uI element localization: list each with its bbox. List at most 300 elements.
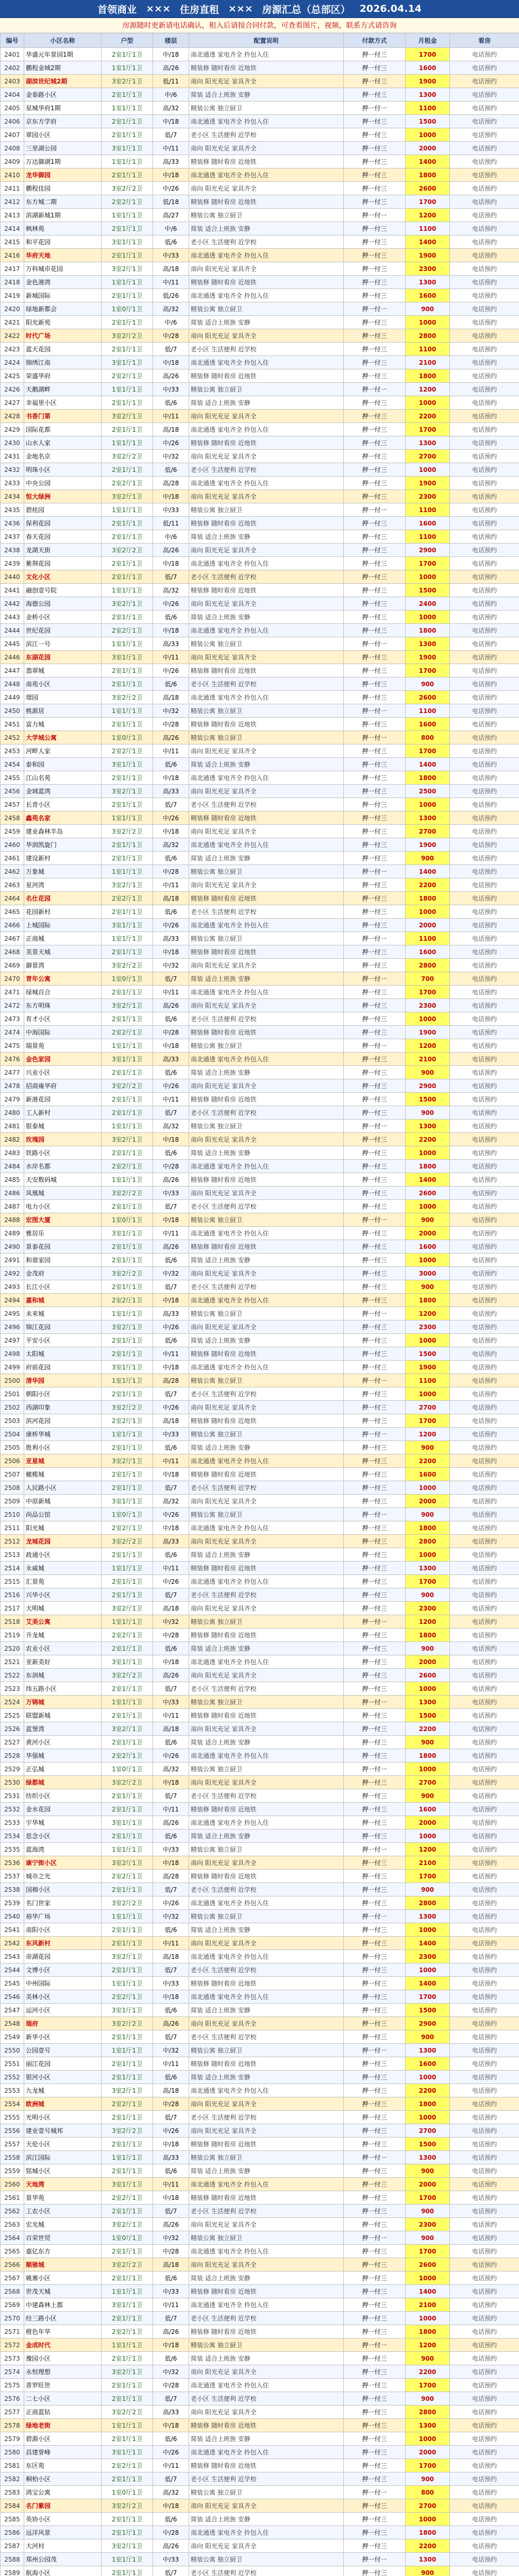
listing-rent: 2700 bbox=[406, 450, 450, 463]
listing-payment: 押一付三 bbox=[344, 1803, 406, 1816]
table-row bbox=[1, 2191, 519, 2205]
table-header-row bbox=[1, 33, 519, 48]
listing-payment: 押一付三 bbox=[344, 691, 406, 704]
listing-rent: 1300 bbox=[406, 2044, 450, 2057]
listing-features: 南北通透 家电齐全 拎包入住 bbox=[189, 2178, 344, 2191]
listing-payment: 押一付三 bbox=[344, 2272, 406, 2285]
listing-features: 南向 阳光充足 家具齐全 bbox=[189, 878, 344, 892]
table-row bbox=[1, 2151, 519, 2164]
listing-floor: 低/6 bbox=[153, 611, 189, 624]
listing-floor: 低/7 bbox=[153, 1280, 189, 1294]
listing-layout: 1室1厅1卫 bbox=[102, 811, 153, 825]
listing-rent: 2000 bbox=[406, 1495, 450, 1508]
table-row bbox=[1, 1910, 519, 1923]
listing-floor: 高/26 bbox=[153, 2325, 189, 2338]
listing-layout: 1室0厅1卫 bbox=[102, 1508, 153, 1521]
table-row bbox=[1, 329, 519, 343]
listing-name: 水岸名都 bbox=[24, 1160, 102, 1173]
listing-layout: 3室2厅2卫 bbox=[102, 1187, 153, 1200]
listing-contact: 电话预约 bbox=[450, 2191, 519, 2205]
listing-number: 2550 bbox=[1, 2044, 24, 2057]
listing-floor: 中/6 bbox=[153, 88, 189, 101]
listing-features: 南北通透 家电齐全 拎包入住 bbox=[189, 2298, 344, 2312]
table-row bbox=[1, 1562, 519, 1575]
listing-payment: 押一付三 bbox=[344, 2071, 406, 2084]
listing-layout: 2室1厅1卫 bbox=[102, 1066, 153, 1079]
column-header: 楼层 bbox=[153, 33, 189, 48]
listing-floor: 中/33 bbox=[153, 1696, 189, 1709]
listing-number: 2488 bbox=[1, 1213, 24, 1227]
listing-contact: 电话预约 bbox=[450, 1026, 519, 1039]
listing-layout: 3室1厅1卫 bbox=[102, 1227, 153, 1240]
listing-contact: 电话预约 bbox=[450, 1320, 519, 1334]
table-row bbox=[1, 1669, 519, 1682]
listing-contact: 电话预约 bbox=[450, 142, 519, 155]
listing-name: 星河湾 bbox=[24, 878, 102, 892]
listing-floor: 中/26 bbox=[153, 1896, 189, 1910]
listing-payment: 押一付一 bbox=[344, 1120, 406, 1133]
listing-payment: 押一付三 bbox=[344, 2178, 406, 2191]
listing-features: 精装修 随时看房 近地铁 bbox=[189, 2138, 344, 2151]
listing-floor: 中/32 bbox=[153, 2044, 189, 2057]
listing-contact: 电话预约 bbox=[450, 2539, 519, 2553]
listing-payment: 押一付三 bbox=[344, 999, 406, 1012]
listing-floor: 高/33 bbox=[153, 2151, 189, 2164]
listing-number: 2420 bbox=[1, 302, 24, 316]
listing-rent: 2300 bbox=[406, 262, 450, 276]
listing-payment: 押一付三 bbox=[344, 1441, 406, 1454]
table-row bbox=[1, 1347, 519, 1361]
listing-features: 简装 适合上班族 安静 bbox=[189, 222, 344, 235]
table-row bbox=[1, 2486, 519, 2499]
listing-number: 2447 bbox=[1, 664, 24, 677]
listing-layout: 3室2厅2卫 bbox=[102, 544, 153, 557]
listing-name: 姚寨小区 bbox=[24, 2272, 102, 2285]
table-row bbox=[1, 811, 519, 825]
listing-payment: 押一付三 bbox=[344, 2245, 406, 2258]
listing-payment: 押一付三 bbox=[344, 222, 406, 235]
table-row bbox=[1, 1213, 519, 1227]
listing-payment: 押一付三 bbox=[344, 142, 406, 155]
listing-number: 2432 bbox=[1, 463, 24, 477]
listing-layout: 3室1厅1卫 bbox=[102, 142, 153, 155]
listing-number: 2455 bbox=[1, 771, 24, 785]
listing-floor: 高/26 bbox=[153, 369, 189, 383]
table-row bbox=[1, 1963, 519, 1977]
title-separator: ××× bbox=[228, 3, 253, 14]
table-row bbox=[1, 718, 519, 731]
table-row bbox=[1, 677, 519, 691]
listing-features: 精装修 随时看房 近地铁 bbox=[189, 1803, 344, 1816]
listing-payment: 押一付三 bbox=[344, 262, 406, 276]
listing-layout: 2室2厅1卫 bbox=[102, 1870, 153, 1883]
listing-features: 精装修 随时看房 近地铁 bbox=[189, 664, 344, 677]
listing-contact: 电话预约 bbox=[450, 1374, 519, 1387]
listing-layout: 3室2厅2卫 bbox=[102, 825, 153, 838]
listing-layout: 1室1厅1卫 bbox=[102, 503, 153, 517]
listing-contact: 电话预约 bbox=[450, 1870, 519, 1883]
table-row bbox=[1, 2124, 519, 2138]
table-row bbox=[1, 1722, 519, 1736]
table-row bbox=[1, 2432, 519, 2446]
listing-rent: 2900 bbox=[406, 544, 450, 557]
table-row bbox=[1, 932, 519, 945]
listing-number: 2410 bbox=[1, 168, 24, 182]
listing-features: 精装公寓 独立厨卫 bbox=[189, 1120, 344, 1133]
title-bar bbox=[0, 0, 519, 18]
listing-layout: 1室1厅1卫 bbox=[102, 2419, 153, 2432]
listing-rent: 1800 bbox=[406, 2097, 450, 2111]
listing-rent: 1800 bbox=[406, 624, 450, 637]
listing-floor: 中/26 bbox=[153, 664, 189, 677]
listing-features: 南向 阳光充足 家具齐全 bbox=[189, 1401, 344, 1414]
listing-features: 简装 适合上班族 安静 bbox=[189, 2432, 344, 2446]
listing-features: 精装公寓 独立厨卫 bbox=[189, 2486, 344, 2499]
listing-number: 2489 bbox=[1, 1227, 24, 1240]
listing-payment: 押一付三 bbox=[344, 570, 406, 584]
listing-number: 2459 bbox=[1, 825, 24, 838]
listing-floor: 中/32 bbox=[153, 959, 189, 972]
listing-name: 和谐家园 bbox=[24, 1253, 102, 1267]
listing-name: 绿地新都会 bbox=[24, 302, 102, 316]
listing-features: 精装修 随时看房 近地铁 bbox=[189, 1093, 344, 1106]
table-row bbox=[1, 2539, 519, 2553]
listing-rent: 900 bbox=[406, 302, 450, 316]
listing-features: 南向 阳光充足 家具齐全 bbox=[189, 1602, 344, 1615]
listing-name: 胜利小区 bbox=[24, 1441, 102, 1454]
listing-features: 精装修 随时看房 近地铁 bbox=[189, 155, 344, 168]
listing-name: 紫荆花园 bbox=[24, 557, 102, 570]
listing-features: 精装公寓 独立厨卫 bbox=[189, 2231, 344, 2245]
listing-number: 2579 bbox=[1, 2432, 24, 2446]
listing-floor: 中/18 bbox=[153, 825, 189, 838]
notice-bar: 房源随时更新请电话确认，租入后请按合同付款，可查看图片，视频，联系方式请咨询 bbox=[0, 18, 519, 33]
listing-contact: 电话预约 bbox=[450, 637, 519, 651]
listing-features: 南向 阳光充足 家具齐全 bbox=[189, 1495, 344, 1508]
listing-layout: 1室1厅1卫 bbox=[102, 1428, 153, 1441]
listing-rent: 1800 bbox=[406, 1294, 450, 1307]
listing-rent: 1100 bbox=[406, 503, 450, 517]
listing-payment: 押一付三 bbox=[344, 1334, 406, 1347]
listing-payment: 押一付一 bbox=[344, 2553, 406, 2566]
listing-rent: 2800 bbox=[406, 329, 450, 343]
listing-name: 东风新村 bbox=[24, 1937, 102, 1950]
listing-name: 未来城 bbox=[24, 1307, 102, 1320]
table-row bbox=[1, 758, 519, 771]
listing-floor: 中/6 bbox=[153, 530, 189, 544]
listing-name: 丽江花园 bbox=[24, 2057, 102, 2071]
listing-features: 简装 适合上班族 安静 bbox=[189, 2352, 344, 2365]
listing-rent: 1700 bbox=[406, 1870, 450, 1883]
listing-floor: 中/28 bbox=[153, 865, 189, 878]
listing-number: 2465 bbox=[1, 905, 24, 919]
listing-name: 联盟新城 bbox=[24, 1709, 102, 1722]
listing-number: 2533 bbox=[1, 1816, 24, 1829]
listing-layout: 2室1厅1卫 bbox=[102, 222, 153, 235]
listing-floor: 低/6 bbox=[153, 396, 189, 410]
listing-features: 简装 适合上班族 安静 bbox=[189, 1736, 344, 1749]
table-row bbox=[1, 1387, 519, 1401]
listing-layout: 2室1厅1卫 bbox=[102, 2513, 153, 2526]
listing-floor: 中/18 bbox=[153, 2338, 189, 2352]
column-header: 小区名称 bbox=[24, 33, 102, 48]
listing-floor: 中/32 bbox=[153, 2365, 189, 2379]
listing-features: 南北通透 家电齐全 拎包入住 bbox=[189, 423, 344, 436]
listing-layout: 2室1厅1卫 bbox=[102, 115, 153, 128]
listing-contact: 电话预约 bbox=[450, 758, 519, 771]
listing-payment: 押一付三 bbox=[344, 1963, 406, 1977]
listing-rent: 1500 bbox=[406, 115, 450, 128]
table-row bbox=[1, 544, 519, 557]
listing-layout: 3室1厅1卫 bbox=[102, 2298, 153, 2312]
listing-layout: 2室1厅1卫 bbox=[102, 1093, 153, 1106]
listing-number: 2450 bbox=[1, 704, 24, 718]
table-row bbox=[1, 959, 519, 972]
listing-features: 南北通透 家电齐全 拎包入住 bbox=[189, 1361, 344, 1374]
table-row bbox=[1, 369, 519, 383]
listing-floor: 中/18 bbox=[153, 945, 189, 959]
listing-floor: 低/6 bbox=[153, 2164, 189, 2178]
listing-payment: 押一付一 bbox=[344, 2231, 406, 2245]
listing-floor: 高/26 bbox=[153, 2017, 189, 2030]
listing-contact: 电话预约 bbox=[450, 1361, 519, 1374]
listing-payment: 押一付三 bbox=[344, 2432, 406, 2446]
listing-rent: 1200 bbox=[406, 1307, 450, 1320]
listing-number: 2467 bbox=[1, 932, 24, 945]
listing-floor: 高/26 bbox=[153, 544, 189, 557]
listing-rows bbox=[1, 48, 519, 2576]
listing-contact: 电话预约 bbox=[450, 1387, 519, 1401]
listing-payment: 押一付三 bbox=[344, 2205, 406, 2218]
listing-rent: 1000 bbox=[406, 570, 450, 584]
listing-contact: 电话预约 bbox=[450, 2312, 519, 2325]
listing-payment: 押一付一 bbox=[344, 637, 406, 651]
table-row bbox=[1, 450, 519, 463]
listing-features: 精装公寓 独立厨卫 bbox=[189, 383, 344, 396]
listing-floor: 高/32 bbox=[153, 101, 189, 115]
listing-layout: 3室1厅1卫 bbox=[102, 1816, 153, 1829]
listing-payment: 押一付一 bbox=[344, 503, 406, 517]
listing-name: 正商城 bbox=[24, 932, 102, 945]
listing-layout: 3室1厅1卫 bbox=[102, 919, 153, 932]
table-row bbox=[1, 343, 519, 356]
listing-rent: 1100 bbox=[406, 1374, 450, 1387]
listing-payment: 押一付一 bbox=[344, 932, 406, 945]
table-row bbox=[1, 235, 519, 249]
listing-name: 国际花都 bbox=[24, 423, 102, 436]
listing-payment: 押一付三 bbox=[344, 396, 406, 410]
listing-number: 2440 bbox=[1, 570, 24, 584]
listing-layout: 3室2厅2卫 bbox=[102, 329, 153, 343]
listing-floor: 中/28 bbox=[153, 2379, 189, 2392]
listing-floor: 低/7 bbox=[153, 2392, 189, 2405]
table-row bbox=[1, 1977, 519, 1990]
listing-number: 2425 bbox=[1, 369, 24, 383]
listing-features: 南北通透 家电齐全 拎包入住 bbox=[189, 624, 344, 637]
listing-features: 南北通透 家电齐全 拎包入住 bbox=[189, 289, 344, 302]
listing-rent: 1800 bbox=[406, 771, 450, 785]
table-row bbox=[1, 1320, 519, 1334]
listing-payment: 押一付三 bbox=[344, 1133, 406, 1146]
listing-payment: 押一付一 bbox=[344, 1843, 406, 1856]
listing-contact: 电话预约 bbox=[450, 1669, 519, 1682]
listing-payment: 押一付一 bbox=[344, 2486, 406, 2499]
listing-name: 蓝海湾 bbox=[24, 1843, 102, 1856]
listing-features: 南向 阳光充足 家具齐全 bbox=[189, 1187, 344, 1200]
listing-contact: 电话预约 bbox=[450, 235, 519, 249]
listing-floor: 中/18 bbox=[153, 1213, 189, 1227]
table-row bbox=[1, 477, 519, 490]
listing-contact: 电话预约 bbox=[450, 343, 519, 356]
listing-floor: 低/6 bbox=[153, 1334, 189, 1347]
listing-layout: 2室1厅1卫 bbox=[102, 1468, 153, 1481]
listing-floor: 低/6 bbox=[153, 852, 189, 865]
listing-layout: 2室1厅1卫 bbox=[102, 2352, 153, 2365]
brand-name: 首领商业 bbox=[97, 4, 137, 15]
listing-number: 2519 bbox=[1, 1629, 24, 1642]
listing-name: 景泰花园 bbox=[24, 1240, 102, 1253]
listing-features: 老小区 生活便利 近学校 bbox=[189, 905, 344, 919]
listing-contact: 电话预约 bbox=[450, 1896, 519, 1910]
listing-name: 泰和园 bbox=[24, 758, 102, 771]
table-row bbox=[1, 1294, 519, 1307]
listing-name: 春天花园 bbox=[24, 530, 102, 544]
listing-rent: 1100 bbox=[406, 222, 450, 235]
listing-contact: 电话预约 bbox=[450, 2392, 519, 2405]
table-row bbox=[1, 262, 519, 276]
listing-layout: 2室1厅1卫 bbox=[102, 1588, 153, 1602]
listing-contact: 电话预约 bbox=[450, 1280, 519, 1294]
table-row bbox=[1, 2245, 519, 2258]
table-row bbox=[1, 2017, 519, 2030]
listing-payment: 押一付三 bbox=[344, 1187, 406, 1200]
listing-payment: 押一付三 bbox=[344, 892, 406, 905]
listing-layout: 3室2厅2卫 bbox=[102, 959, 153, 972]
listing-features: 精装公寓 独立厨卫 bbox=[189, 1428, 344, 1441]
table-row bbox=[1, 1829, 519, 1843]
table-row bbox=[1, 1588, 519, 1602]
table-row bbox=[1, 530, 519, 544]
listing-name: 南阳小区 bbox=[24, 1923, 102, 1937]
listing-payment: 押一付三 bbox=[344, 1401, 406, 1414]
listing-contact: 电话预约 bbox=[450, 2124, 519, 2138]
table-row bbox=[1, 168, 519, 182]
listing-payment: 押一付三 bbox=[344, 2419, 406, 2432]
listing-features: 简装 适合上班族 安静 bbox=[189, 1334, 344, 1347]
table-row bbox=[1, 2325, 519, 2338]
listing-floor: 中/28 bbox=[153, 1629, 189, 1642]
listing-layout: 1室1厅1卫 bbox=[102, 2044, 153, 2057]
listing-floor: 高/18 bbox=[153, 1722, 189, 1736]
listing-floor: 高/18 bbox=[153, 892, 189, 905]
listing-payment: 押一付三 bbox=[344, 2392, 406, 2405]
listing-floor: 低/7 bbox=[153, 1481, 189, 1495]
listing-contact: 电话预约 bbox=[450, 2111, 519, 2124]
listing-rent: 1700 bbox=[406, 664, 450, 677]
listing-layout: 2室1厅1卫 bbox=[102, 1642, 153, 1655]
listing-number: 2508 bbox=[1, 1481, 24, 1495]
listing-features: 南向 阳光充足 家具齐全 bbox=[189, 544, 344, 557]
listing-name: 世纪花园 bbox=[24, 624, 102, 637]
table-row bbox=[1, 624, 519, 637]
listing-name: 汇景苑 bbox=[24, 1575, 102, 1588]
table-row bbox=[1, 2071, 519, 2084]
listing-rent: 1900 bbox=[406, 838, 450, 852]
listing-features: 简装 适合上班族 安静 bbox=[189, 972, 344, 986]
listing-number: 2536 bbox=[1, 1856, 24, 1870]
listing-name: 大河村 bbox=[24, 2539, 102, 2553]
listing-number: 2558 bbox=[1, 2151, 24, 2164]
listing-contact: 电话预约 bbox=[450, 530, 519, 544]
listing-layout: 3室2厅1卫 bbox=[102, 1454, 153, 1468]
listing-contact: 电话预约 bbox=[450, 2097, 519, 2111]
listing-name: 翠园小区 bbox=[24, 128, 102, 142]
listing-payment: 押一付三 bbox=[344, 1521, 406, 1535]
listing-layout: 3室1厅1卫 bbox=[102, 2446, 153, 2459]
listing-payment: 押一付三 bbox=[344, 2312, 406, 2325]
listing-name: 顺驰城 bbox=[24, 2258, 102, 2272]
listing-payment: 押一付三 bbox=[344, 2379, 406, 2392]
listing-features: 精装修 随时看房 近地铁 bbox=[189, 2057, 344, 2071]
table-row bbox=[1, 2392, 519, 2405]
table-row bbox=[1, 2178, 519, 2191]
listing-number: 2418 bbox=[1, 276, 24, 289]
table-row bbox=[1, 892, 519, 905]
listing-floor: 中/18 bbox=[153, 1468, 189, 1481]
table-row bbox=[1, 1629, 519, 1642]
table-row bbox=[1, 1146, 519, 1160]
listing-features: 老小区 生活便利 近学校 bbox=[189, 1200, 344, 1213]
listing-contact: 电话预约 bbox=[450, 1829, 519, 1843]
table-row bbox=[1, 1816, 519, 1829]
listing-layout: 2室1厅1卫 bbox=[102, 1146, 153, 1160]
listing-features: 老小区 生活便利 近学校 bbox=[189, 798, 344, 811]
listing-contact: 电话预约 bbox=[450, 2566, 519, 2576]
listing-number: 2428 bbox=[1, 410, 24, 423]
listing-payment: 押一付三 bbox=[344, 289, 406, 302]
listing-rent: 1300 bbox=[406, 436, 450, 450]
listing-layout: 2室1厅1卫 bbox=[102, 986, 153, 999]
listing-layout: 3室2厅1卫 bbox=[102, 2539, 153, 2553]
listing-contact: 电话预约 bbox=[450, 289, 519, 302]
table-row bbox=[1, 2298, 519, 2312]
listing-payment: 押一付三 bbox=[344, 1093, 406, 1106]
listing-contact: 电话预约 bbox=[450, 1347, 519, 1361]
listing-floor: 中/28 bbox=[153, 718, 189, 731]
listing-rent: 1400 bbox=[406, 1173, 450, 1187]
table-row bbox=[1, 2499, 519, 2513]
listing-layout: 2室1厅1卫 bbox=[102, 1012, 153, 1026]
listing-rent: 2000 bbox=[406, 2446, 450, 2459]
listing-floor: 高/33 bbox=[153, 637, 189, 651]
listing-payment: 押一付三 bbox=[344, 1655, 406, 1669]
table-row bbox=[1, 852, 519, 865]
listing-name: 华盛元年景园1期 bbox=[24, 48, 102, 61]
listing-contact: 电话预约 bbox=[450, 1401, 519, 1414]
table-row bbox=[1, 919, 519, 932]
listing-name: 绿地老街 bbox=[24, 2419, 102, 2432]
table-row bbox=[1, 1883, 519, 1896]
listing-name: 百荣世贸 bbox=[24, 2231, 102, 2245]
listing-payment: 押一付三 bbox=[344, 1602, 406, 1615]
listing-name: 幸福里小区 bbox=[24, 396, 102, 410]
listing-rent: 1800 bbox=[406, 168, 450, 182]
listing-name: 河畔人家 bbox=[24, 744, 102, 758]
listing-layout: 2室2厅1卫 bbox=[102, 2191, 153, 2205]
listing-payment: 押一付三 bbox=[344, 2459, 406, 2472]
listing-features: 简装 适合上班族 安静 bbox=[189, 1146, 344, 1160]
listing-layout: 2室1厅1卫 bbox=[102, 2312, 153, 2325]
